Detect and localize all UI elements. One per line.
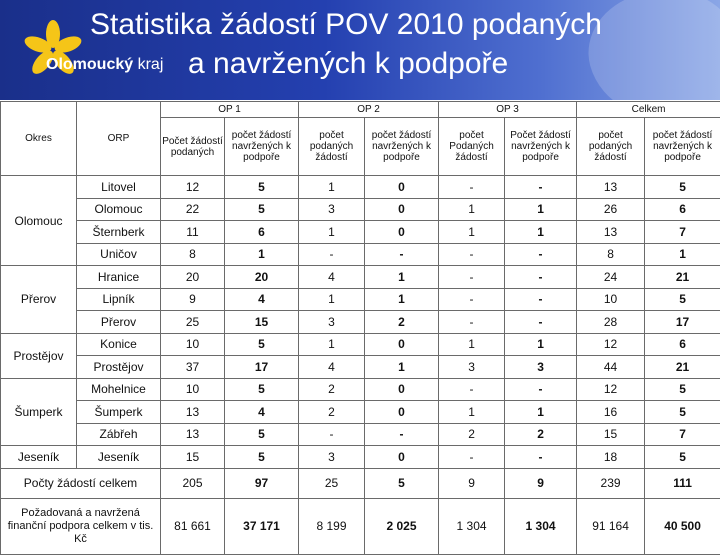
value-cell: 5 [225, 423, 299, 446]
value-cell: 37 [161, 356, 225, 379]
okres-cell: Olomouc [1, 176, 77, 266]
value-cell: 6 [225, 221, 299, 244]
finance-cell: 40 500 [645, 498, 720, 554]
total-label: Počty žádostí celkem [1, 468, 161, 498]
value-cell: 1 [299, 221, 365, 244]
value-cell: 2 [299, 401, 365, 424]
value-cell: 5 [645, 288, 720, 311]
value-cell: 10 [161, 378, 225, 401]
okres-cell: Šumperk [1, 378, 77, 446]
value-cell: 0 [365, 446, 439, 469]
value-cell: - [439, 243, 505, 266]
value-cell: 17 [225, 356, 299, 379]
table-row [1, 378, 720, 401]
value-cell: 3 [299, 311, 365, 334]
value-cell: 5 [645, 446, 720, 469]
value-cell: - [365, 423, 439, 446]
orp-cell: Litovel [77, 176, 161, 199]
sub-header-cell: počet Podaných žádostí [439, 118, 505, 176]
value-cell: 4 [225, 401, 299, 424]
orp-cell: Šumperk [77, 401, 161, 424]
value-cell: 13 [577, 221, 645, 244]
value-cell: 4 [225, 288, 299, 311]
table-row [1, 446, 720, 469]
value-cell: 5 [225, 176, 299, 199]
value-cell: 5 [225, 198, 299, 221]
value-cell: 22 [161, 198, 225, 221]
value-cell: 5 [225, 378, 299, 401]
orp-cell: Šternberk [77, 221, 161, 244]
value-cell: 26 [577, 198, 645, 221]
value-cell: 16 [577, 401, 645, 424]
value-cell: 1 [439, 198, 505, 221]
table-row [1, 266, 720, 289]
finance-cell: 8 199 [299, 498, 365, 554]
value-cell: 1 [299, 333, 365, 356]
okres-cell: Jeseník [1, 446, 77, 469]
value-cell: 10 [577, 288, 645, 311]
value-cell: 1 [299, 176, 365, 199]
value-cell: 5 [225, 333, 299, 356]
orp-cell: Přerov [77, 311, 161, 334]
value-cell: 2 [439, 423, 505, 446]
table-row [1, 423, 720, 446]
sub-header-cell: počet žádostí navržených k podpoře [225, 118, 299, 176]
value-cell: 4 [299, 266, 365, 289]
page-title-line2: a navržených k podpoře [188, 47, 508, 81]
sub-header-cell: Počet žádostí podaných [161, 118, 225, 176]
finance-cell: 91 164 [577, 498, 645, 554]
value-cell: - [439, 378, 505, 401]
value-cell: 7 [645, 221, 720, 244]
orp-cell: Konice [77, 333, 161, 356]
sub-header-cell: počet žádostí navržených k podpoře [365, 118, 439, 176]
table-row [1, 243, 720, 266]
orp-cell: Mohelnice [77, 378, 161, 401]
value-cell: 1 [505, 333, 577, 356]
value-cell: 12 [577, 333, 645, 356]
finance-row [1, 498, 720, 554]
total-cell: 5 [365, 468, 439, 498]
value-cell: 20 [225, 266, 299, 289]
value-cell: 8 [577, 243, 645, 266]
value-cell: 7 [645, 423, 720, 446]
table-row [1, 198, 720, 221]
value-cell: 1 [505, 401, 577, 424]
value-cell: 13 [161, 401, 225, 424]
value-cell: 2 [505, 423, 577, 446]
table-row [1, 221, 720, 244]
value-cell: 12 [577, 378, 645, 401]
brand-bold: Olomoucký [46, 56, 133, 73]
total-row [1, 468, 720, 498]
value-cell: - [365, 243, 439, 266]
finance-cell: 1 304 [439, 498, 505, 554]
value-cell: - [439, 446, 505, 469]
value-cell: 6 [645, 333, 720, 356]
finance-cell: 1 304 [505, 498, 577, 554]
value-cell: 1 [439, 221, 505, 244]
finance-cell: 81 661 [161, 498, 225, 554]
value-cell: 17 [645, 311, 720, 334]
value-cell: 15 [225, 311, 299, 334]
value-cell: 0 [365, 333, 439, 356]
value-cell: - [299, 423, 365, 446]
value-cell: - [505, 446, 577, 469]
value-cell: 24 [577, 266, 645, 289]
value-cell: 3 [299, 198, 365, 221]
group-op3: OP 3 [439, 102, 577, 118]
value-cell: - [439, 176, 505, 199]
value-cell: 8 [161, 243, 225, 266]
value-cell: - [505, 311, 577, 334]
value-cell: 6 [645, 198, 720, 221]
table-row [1, 288, 720, 311]
finance-cell: 2 025 [365, 498, 439, 554]
table-row [1, 356, 720, 379]
value-cell: 21 [645, 266, 720, 289]
total-cell: 25 [299, 468, 365, 498]
value-cell: 0 [365, 221, 439, 244]
brand-name [46, 56, 163, 74]
value-cell: 1 [505, 198, 577, 221]
value-cell: 1 [439, 401, 505, 424]
value-cell: 3 [439, 356, 505, 379]
value-cell: 4 [299, 356, 365, 379]
orp-cell: Jeseník [77, 446, 161, 469]
value-cell: 28 [577, 311, 645, 334]
value-cell: 0 [365, 198, 439, 221]
value-cell: 1 [365, 356, 439, 379]
value-cell: 12 [161, 176, 225, 199]
group-op2: OP 2 [299, 102, 439, 118]
col-orp: ORP [77, 102, 161, 176]
value-cell: - [505, 243, 577, 266]
orp-cell: Prostějov [77, 356, 161, 379]
value-cell: 25 [161, 311, 225, 334]
value-cell: 0 [365, 378, 439, 401]
value-cell: - [439, 311, 505, 334]
value-cell: 21 [645, 356, 720, 379]
orp-cell: Olomouc [77, 198, 161, 221]
finance-label: Požadovaná a navržená finanční podpora celkem v tis. Kč [1, 498, 161, 554]
value-cell: 0 [365, 401, 439, 424]
value-cell: 5 [645, 401, 720, 424]
value-cell: - [505, 266, 577, 289]
value-cell: 0 [365, 176, 439, 199]
col-okres: Okres [1, 102, 77, 176]
page-title-line1: Statistika žádostí POV 2010 podaných [90, 8, 710, 42]
value-cell: 5 [645, 378, 720, 401]
value-cell: 5 [645, 176, 720, 199]
table-row [1, 176, 720, 199]
group-header-row [1, 102, 720, 118]
orp-cell: Lipník [77, 288, 161, 311]
value-cell: 1 [645, 243, 720, 266]
total-cell: 9 [505, 468, 577, 498]
value-cell: 3 [505, 356, 577, 379]
orp-cell: Uničov [77, 243, 161, 266]
value-cell: 20 [161, 266, 225, 289]
sub-header-cell: počet žádostí navržených k podpoře [645, 118, 720, 176]
value-cell: 44 [577, 356, 645, 379]
okres-cell: Přerov [1, 266, 77, 334]
value-cell: 15 [577, 423, 645, 446]
sub-header-cell: počet podaných žádostí [577, 118, 645, 176]
total-cell: 9 [439, 468, 505, 498]
total-cell: 97 [225, 468, 299, 498]
value-cell: 3 [299, 446, 365, 469]
value-cell: - [439, 266, 505, 289]
value-cell: 9 [161, 288, 225, 311]
value-cell: 1 [439, 333, 505, 356]
value-cell: - [505, 288, 577, 311]
orp-cell: Hranice [77, 266, 161, 289]
okres-cell: Prostějov [1, 333, 77, 378]
orp-cell: Zábřeh [77, 423, 161, 446]
value-cell: - [299, 243, 365, 266]
table-row [1, 333, 720, 356]
group-op1: OP 1 [161, 102, 299, 118]
value-cell: 1 [365, 288, 439, 311]
value-cell: - [505, 176, 577, 199]
finance-cell: 37 171 [225, 498, 299, 554]
group-celkem: Celkem [577, 102, 720, 118]
total-cell: 111 [645, 468, 720, 498]
value-cell: - [439, 288, 505, 311]
value-cell: 2 [299, 378, 365, 401]
brand-light: kraj [138, 56, 164, 73]
table-row [1, 401, 720, 424]
value-cell: 2 [365, 311, 439, 334]
table-row [1, 311, 720, 334]
value-cell: 18 [577, 446, 645, 469]
sub-header-cell: počet podaných žádostí [299, 118, 365, 176]
value-cell: 1 [299, 288, 365, 311]
value-cell: 5 [225, 446, 299, 469]
value-cell: 11 [161, 221, 225, 244]
total-cell: 239 [577, 468, 645, 498]
value-cell: 13 [161, 423, 225, 446]
value-cell: - [505, 378, 577, 401]
value-cell: 1 [365, 266, 439, 289]
header-band [0, 0, 720, 100]
total-cell: 205 [161, 468, 225, 498]
sub-header-cell: Počet žádostí navržených k podpoře [505, 118, 577, 176]
value-cell: 15 [161, 446, 225, 469]
value-cell: 1 [505, 221, 577, 244]
statistics-table [0, 101, 720, 555]
value-cell: 1 [225, 243, 299, 266]
value-cell: 13 [577, 176, 645, 199]
value-cell: 10 [161, 333, 225, 356]
